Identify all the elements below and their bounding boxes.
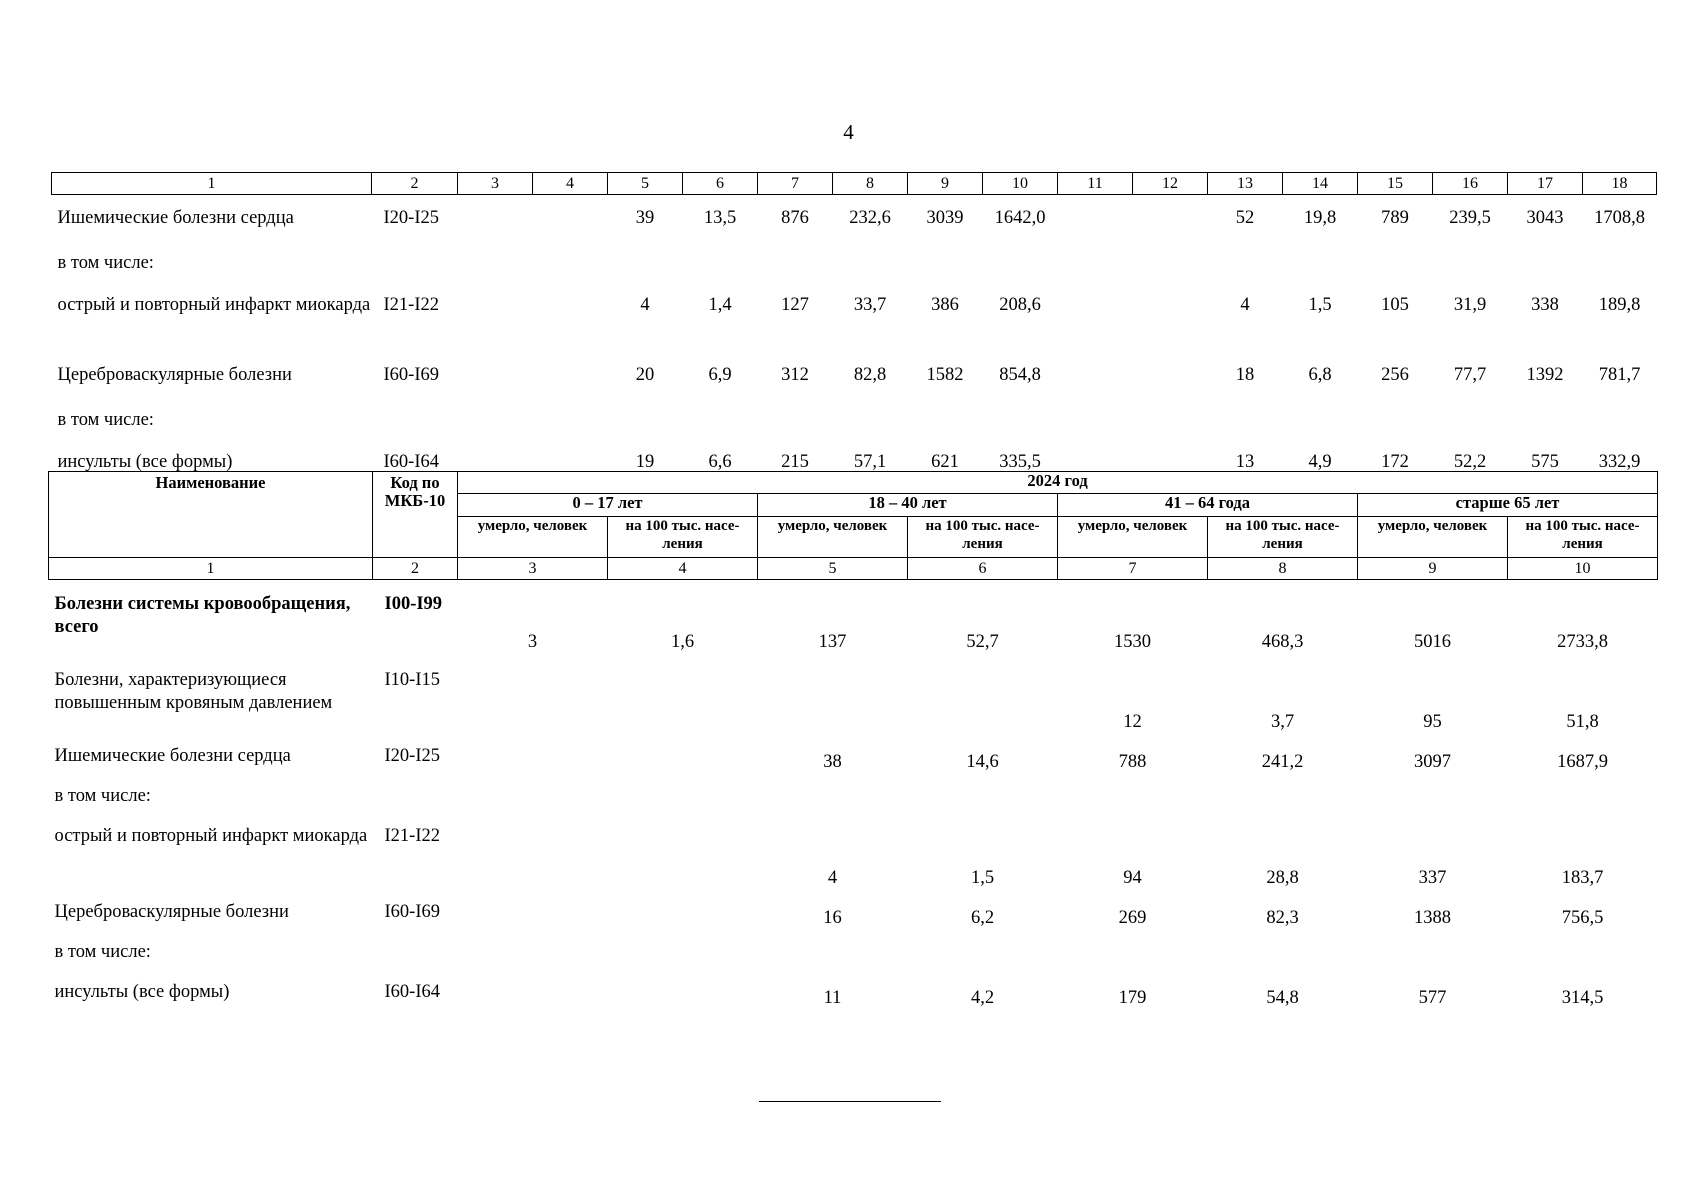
header-group-0-17: 0 – 17 лет — [458, 494, 758, 516]
column-number-cell: 17 — [1508, 173, 1583, 195]
header-rate: на 100 тыс. насе-ления — [1208, 516, 1358, 557]
value-cell: 52,2 — [1453, 452, 1487, 472]
value-cell — [458, 936, 608, 976]
value-cell: 1,4 — [708, 295, 732, 315]
column-number-cell: 1 — [49, 558, 373, 580]
value-cell: 241,2 — [1261, 752, 1304, 772]
header-year: 2024 год — [458, 472, 1658, 494]
value-cell — [533, 356, 608, 401]
value-cell: 82,8 — [853, 365, 887, 385]
table-row — [49, 820, 1658, 896]
value-cell — [1583, 401, 1657, 443]
header-group-18-40: 18 – 40 лет — [758, 494, 1058, 516]
value-cell: 468,3 — [1261, 632, 1304, 652]
row-code: I60-I69 — [383, 365, 439, 385]
column-number-cell: 7 — [758, 173, 833, 195]
value-cell: 232,6 — [849, 208, 891, 228]
value-cell — [1058, 286, 1133, 356]
value-cell: 854,8 — [999, 365, 1041, 385]
value-cell: 337 — [1418, 868, 1447, 888]
row-name: острый и повторный инфаркт миокарда — [57, 295, 371, 315]
column-number-cell: 3 — [458, 558, 608, 580]
mortality-table-2024 — [48, 471, 1658, 1016]
value-cell: 386 — [931, 295, 959, 315]
value-cell: 3,7 — [1270, 712, 1295, 732]
row-code: I21-I22 — [383, 295, 439, 315]
row-name: Цереброваскулярные болезни — [54, 902, 289, 922]
value-cell — [1358, 780, 1508, 820]
value-cell — [1058, 195, 1133, 245]
value-cell: 54,8 — [1266, 988, 1299, 1008]
value-cell: 189,8 — [1598, 295, 1641, 315]
value-cell: 12 — [1123, 712, 1142, 732]
value-cell: 11 — [823, 988, 842, 1008]
value-cell: 14,6 — [966, 752, 999, 772]
row-code: I60-I64 — [384, 982, 440, 1002]
value-cell: 2733,8 — [1557, 632, 1608, 652]
column-number-cell: 5 — [758, 558, 908, 580]
value-cell — [458, 820, 608, 896]
value-cell: 3043 — [1526, 208, 1564, 228]
value-cell: 13 — [1235, 452, 1255, 472]
value-cell — [533, 401, 608, 443]
value-cell: 18 — [1235, 365, 1255, 385]
column-number-cell: 11 — [1058, 173, 1133, 195]
value-cell: 31,9 — [1453, 295, 1487, 315]
value-cell — [608, 936, 758, 976]
value-cell — [458, 244, 533, 286]
value-cell: 1642,0 — [994, 208, 1046, 228]
value-cell: 19 — [635, 452, 655, 472]
value-cell: 621 — [931, 452, 959, 472]
value-cell: 94 — [1123, 868, 1142, 888]
header-died: умерло, человек — [758, 516, 908, 557]
header-died: умерло, человек — [458, 516, 608, 557]
value-cell: 137 — [818, 632, 847, 652]
value-cell: 4,2 — [970, 988, 995, 1008]
value-cell: 789 — [1381, 208, 1409, 228]
value-cell: 4,9 — [1308, 452, 1332, 472]
value-cell: 20 — [635, 365, 655, 385]
header-name: Наименование — [49, 472, 373, 558]
value-cell: 208,6 — [999, 295, 1041, 315]
column-number-cell: 2 — [372, 173, 458, 195]
value-cell — [758, 664, 908, 740]
table-row — [52, 244, 1657, 286]
value-cell — [1058, 356, 1133, 401]
header-code: Код по МКБ-10 — [373, 472, 458, 558]
header-group-41-64: 41 – 64 года — [1058, 494, 1358, 516]
row-name: Ишемические болезни сердца — [57, 208, 294, 228]
value-cell — [458, 896, 608, 936]
value-cell: 1,6 — [670, 632, 695, 652]
value-cell — [608, 976, 758, 1016]
value-cell: 52 — [1235, 208, 1255, 228]
column-number-cell: 7 — [1058, 558, 1208, 580]
value-cell: 3039 — [926, 208, 964, 228]
value-cell: 1687,9 — [1557, 752, 1608, 772]
value-cell — [1133, 401, 1208, 443]
value-cell: 239,5 — [1449, 208, 1491, 228]
value-cell — [608, 244, 683, 286]
table-row — [52, 401, 1657, 443]
value-cell: 6,2 — [970, 908, 995, 928]
value-cell — [608, 780, 758, 820]
header-rate: на 100 тыс. насе-ления — [608, 516, 758, 557]
value-cell — [908, 401, 983, 443]
value-cell: 876 — [781, 208, 809, 228]
column-number-cell: 3 — [458, 173, 533, 195]
value-cell — [1283, 244, 1358, 286]
value-cell: 95 — [1423, 712, 1442, 732]
value-cell — [833, 401, 908, 443]
value-cell — [1208, 936, 1358, 976]
table-row — [49, 976, 1658, 1016]
row-code — [373, 780, 458, 820]
table-row — [49, 936, 1658, 976]
column-number-cell: 1 — [52, 173, 372, 195]
value-cell — [908, 780, 1058, 820]
value-cell: 575 — [1531, 452, 1559, 472]
table-row — [49, 896, 1658, 936]
value-cell: 1392 — [1526, 365, 1564, 385]
value-cell — [533, 195, 608, 245]
header-row-1 — [49, 472, 1658, 494]
header-rate: на 100 тыс. насе-ления — [908, 516, 1058, 557]
value-cell: 338 — [1531, 295, 1559, 315]
value-cell — [683, 401, 758, 443]
value-cell — [908, 936, 1058, 976]
column-number-cell: 9 — [1358, 558, 1508, 580]
table-row — [52, 195, 1657, 245]
value-cell — [458, 664, 608, 740]
row-name: в том числе: — [57, 253, 154, 273]
value-cell — [608, 740, 758, 780]
row-code — [373, 936, 458, 976]
value-cell: 57,1 — [853, 452, 887, 472]
value-cell — [1058, 244, 1133, 286]
value-cell: 172 — [1381, 452, 1409, 472]
header-rate: на 100 тыс. насе-ления — [1508, 516, 1658, 557]
value-cell: 781,7 — [1598, 365, 1641, 385]
value-cell: 1,5 — [1308, 295, 1332, 315]
value-cell: 312 — [781, 365, 809, 385]
row-name: Ишемические болезни сердца — [54, 746, 291, 766]
column-number-cell: 13 — [1208, 173, 1283, 195]
value-cell — [1358, 401, 1433, 443]
value-cell — [1358, 936, 1508, 976]
value-cell: 33,7 — [853, 295, 887, 315]
row-code — [372, 244, 458, 286]
row-name: Болезни, характеризующиеся повышенным кровяным давлением — [54, 670, 333, 713]
value-cell: 6,9 — [708, 365, 732, 385]
column-number-cell: 6 — [683, 173, 758, 195]
column-number-cell: 16 — [1433, 173, 1508, 195]
value-cell — [458, 356, 533, 401]
value-cell: 1708,8 — [1594, 208, 1645, 228]
value-cell: 82,3 — [1266, 908, 1299, 928]
value-cell: 127 — [781, 295, 809, 315]
value-cell — [1133, 244, 1208, 286]
value-cell — [983, 401, 1058, 443]
value-cell — [758, 780, 908, 820]
value-cell — [1508, 936, 1658, 976]
row-name: инсульты (все формы) — [54, 982, 230, 1002]
table-row — [49, 780, 1658, 820]
value-cell — [758, 401, 833, 443]
table-row — [49, 740, 1658, 780]
value-cell — [908, 664, 1058, 740]
column-number-cell: 8 — [833, 173, 908, 195]
value-cell: 1388 — [1414, 908, 1451, 928]
row-name: в том числе: — [54, 942, 151, 962]
row-name: Болезни системы кровообращения, всего — [54, 594, 351, 637]
value-cell: 52,7 — [966, 632, 999, 652]
value-cell: 179 — [1118, 988, 1147, 1008]
value-cell: 4 — [1240, 295, 1250, 315]
row-name: инсульты (все формы) — [57, 452, 233, 472]
value-cell — [1433, 401, 1508, 443]
column-number-cell: 4 — [533, 173, 608, 195]
value-cell — [458, 740, 608, 780]
table-row — [49, 580, 1658, 665]
value-cell: 105 — [1381, 295, 1409, 315]
value-cell: 332,9 — [1598, 452, 1641, 472]
row-code: I21-I22 — [384, 826, 440, 846]
value-cell: 215 — [781, 452, 809, 472]
value-cell: 13,5 — [703, 208, 737, 228]
table-row — [52, 286, 1657, 356]
value-cell — [1058, 780, 1208, 820]
value-cell — [1058, 401, 1133, 443]
value-cell — [1583, 244, 1657, 286]
value-cell: 38 — [823, 752, 842, 772]
table-row — [52, 356, 1657, 401]
column-number-cell: 10 — [983, 173, 1058, 195]
table-row — [49, 664, 1658, 740]
value-cell — [458, 976, 608, 1016]
value-cell — [458, 195, 533, 245]
value-cell — [533, 286, 608, 356]
value-cell — [608, 401, 683, 443]
column-number-cell: 4 — [608, 558, 758, 580]
column-number-cell: 15 — [1358, 173, 1433, 195]
value-cell: 335,5 — [999, 452, 1041, 472]
row-code — [372, 401, 458, 443]
column-number-cell: 2 — [373, 558, 458, 580]
value-cell — [1433, 244, 1508, 286]
value-cell: 756,5 — [1561, 908, 1604, 928]
value-cell: 269 — [1118, 908, 1147, 928]
value-cell — [1283, 401, 1358, 443]
value-cell: 1530 — [1114, 632, 1151, 652]
value-cell — [1208, 401, 1283, 443]
value-cell — [458, 780, 608, 820]
row-name: Цереброваскулярные болезни — [57, 365, 292, 385]
value-cell — [758, 244, 833, 286]
value-cell: 3 — [527, 632, 538, 652]
value-cell — [458, 286, 533, 356]
value-cell — [608, 820, 758, 896]
column-number-cell: 9 — [908, 173, 983, 195]
row-name: в том числе: — [57, 410, 154, 430]
header-died: умерло, человек — [1058, 516, 1208, 557]
value-cell: 19,8 — [1303, 208, 1337, 228]
value-cell — [1508, 244, 1583, 286]
value-cell — [983, 244, 1058, 286]
value-cell — [1358, 244, 1433, 286]
header-died: умерло, человек — [1358, 516, 1508, 557]
value-cell: 1,5 — [970, 868, 995, 888]
value-cell: 314,5 — [1561, 988, 1604, 1008]
value-cell: 5016 — [1414, 632, 1451, 652]
value-cell — [608, 664, 758, 740]
column-number-cell: 5 — [608, 173, 683, 195]
column-number-cell: 10 — [1508, 558, 1658, 580]
value-cell — [1508, 401, 1583, 443]
row-code: I60-I69 — [384, 902, 440, 922]
value-cell — [1133, 356, 1208, 401]
value-cell: 6,8 — [1308, 365, 1332, 385]
page-number: 4 — [843, 120, 854, 144]
value-cell — [1208, 780, 1358, 820]
column-number-cell: 8 — [1208, 558, 1358, 580]
value-cell: 577 — [1418, 988, 1447, 1008]
column-number-row — [49, 558, 1658, 580]
column-number-cell: 6 — [908, 558, 1058, 580]
value-cell: 4 — [827, 868, 838, 888]
column-number-cell: 12 — [1133, 173, 1208, 195]
mortality-table-continuation — [51, 172, 1657, 485]
row-name: острый и повторный инфаркт миокарда — [54, 826, 368, 846]
value-cell — [533, 244, 608, 286]
row-code: I00-I99 — [384, 594, 443, 614]
header-group-65-plus: старше 65 лет — [1358, 494, 1658, 516]
value-cell — [608, 896, 758, 936]
value-cell — [908, 244, 983, 286]
value-cell: 788 — [1118, 752, 1147, 772]
value-cell: 16 — [823, 908, 842, 928]
value-cell — [683, 244, 758, 286]
column-number-cell: 18 — [1583, 173, 1657, 195]
value-cell: 183,7 — [1561, 868, 1604, 888]
row-code: I10-I15 — [384, 670, 440, 690]
value-cell — [1133, 286, 1208, 356]
value-cell — [758, 936, 908, 976]
row-code: I20-I25 — [383, 208, 439, 228]
value-cell: 77,7 — [1453, 365, 1487, 385]
row-code: I20-I25 — [384, 746, 440, 766]
row-name: в том числе: — [54, 786, 151, 806]
value-cell: 4 — [640, 295, 650, 315]
value-cell — [458, 401, 533, 443]
value-cell — [1508, 780, 1658, 820]
value-cell: 28,8 — [1266, 868, 1299, 888]
value-cell: 256 — [1381, 365, 1409, 385]
column-number-row — [52, 173, 1657, 195]
value-cell: 51,8 — [1566, 712, 1599, 732]
value-cell — [833, 244, 908, 286]
column-number-cell: 14 — [1283, 173, 1358, 195]
value-cell: 3097 — [1414, 752, 1451, 772]
value-cell — [1058, 936, 1208, 976]
value-cell: 39 — [635, 208, 655, 228]
footer-rule — [759, 1101, 941, 1102]
value-cell — [1133, 195, 1208, 245]
row-code: I60-I64 — [383, 452, 439, 472]
value-cell: 1582 — [926, 365, 964, 385]
value-cell: 6,6 — [708, 452, 732, 472]
value-cell — [1208, 244, 1283, 286]
